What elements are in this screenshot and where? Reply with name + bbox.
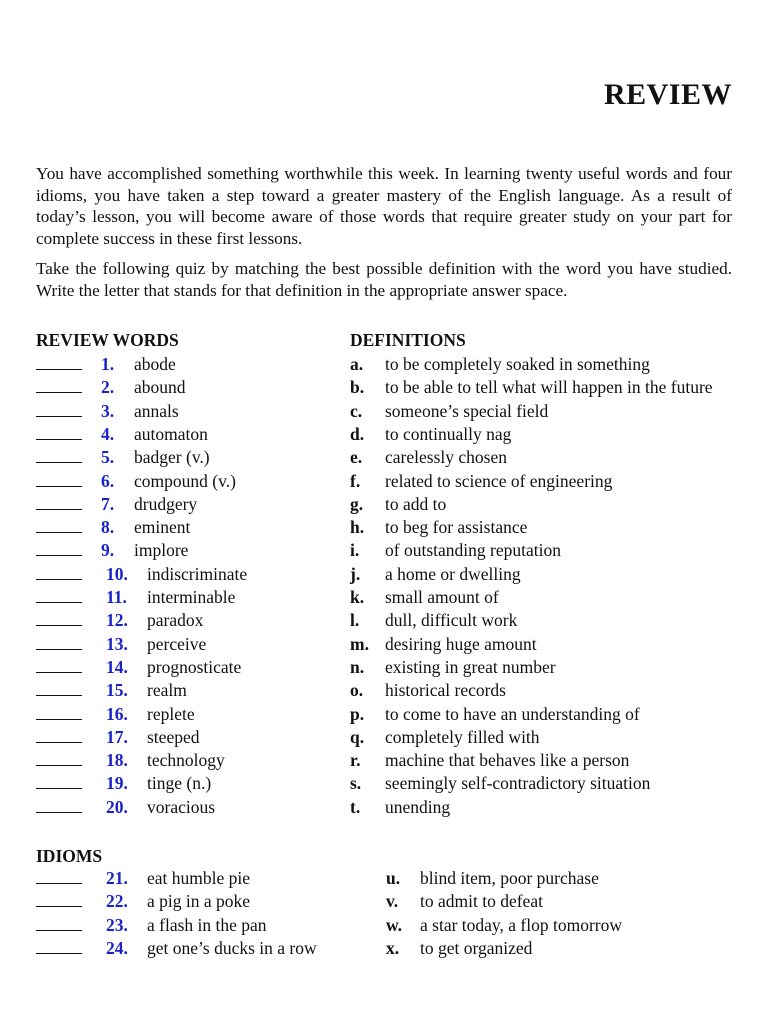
item-number: 4. <box>101 423 115 444</box>
list-item <box>0 609 768 632</box>
definition-letter: q. <box>350 726 365 747</box>
list-item <box>0 749 768 772</box>
definition-letter: l. <box>350 610 360 631</box>
idiom-phrase: a flash in the pan <box>147 914 267 935</box>
definition-letter: v. <box>386 891 399 912</box>
list-item <box>0 796 768 819</box>
definition-text: completely filled with <box>385 726 540 747</box>
definitions-heading: DEFINITIONS <box>350 330 466 350</box>
review-word: paradox <box>147 610 204 631</box>
definition-letter: e. <box>350 447 363 468</box>
review-word: badger (v.) <box>134 447 210 468</box>
item-number: 23. <box>106 914 128 935</box>
idiom-phrase: eat humble pie <box>147 868 251 888</box>
answer-blank[interactable] <box>36 416 82 417</box>
item-number: 5. <box>101 447 115 468</box>
review-word: voracious <box>147 796 216 817</box>
intro-paragraph-1: You have accomplished something worthwhile this week. In learning twenty useful words and four idioms, you have taken a step toward a greater mastery of the English language. As a result of today’s lesson, you will become aware of those words that require greater study on your part for complete success in these first lessons. <box>36 164 732 248</box>
definition-text: to continually nag <box>385 423 512 444</box>
definition-letter: w. <box>386 914 403 935</box>
item-number: 16. <box>106 703 128 724</box>
item-number: 22. <box>106 891 128 912</box>
review-word: abode <box>134 354 176 374</box>
item-number: 12. <box>106 610 128 631</box>
list-item <box>0 446 768 469</box>
intro-text <box>36 163 732 310</box>
list-item <box>0 679 768 702</box>
review-word: perceive <box>147 633 207 654</box>
review-word: indiscriminate <box>147 563 248 584</box>
review-word: realm <box>147 680 187 701</box>
definition-text: to be completely soaked in something <box>385 354 650 374</box>
definition-text: desiring huge amount <box>385 633 537 654</box>
list-item <box>0 563 768 586</box>
item-number: 13. <box>106 633 128 654</box>
definition-letter: d. <box>350 423 365 444</box>
definition-text: a home or dwelling <box>385 563 521 584</box>
answer-blank[interactable] <box>36 486 82 487</box>
item-number: 2. <box>101 377 115 398</box>
answer-blank[interactable] <box>36 509 82 510</box>
answer-blank[interactable] <box>36 625 82 626</box>
item-number: 7. <box>101 493 115 514</box>
review-word: technology <box>147 750 225 771</box>
item-number: 18. <box>106 750 128 771</box>
definition-text: existing in great number <box>385 656 556 677</box>
item-number: 11. <box>106 587 127 607</box>
idiom-phrase: a pig in a poke <box>147 891 251 912</box>
answer-blank[interactable] <box>36 719 82 720</box>
review-word: steeped <box>147 726 200 747</box>
definition-text: to beg for assistance <box>385 517 528 538</box>
definition-letter: i. <box>350 540 360 561</box>
answer-blank[interactable] <box>36 812 82 813</box>
answer-blank[interactable] <box>36 883 82 884</box>
list-item <box>0 586 768 609</box>
review-word: annals <box>134 400 179 421</box>
review-word: tinge (n.) <box>147 773 212 794</box>
intro-paragraph-2: Take the following quiz by matching the best possible definition with the word you have studied. Write the letter that stands for that definition in the appropriate answer space. <box>36 259 732 300</box>
review-word: interminable <box>147 587 236 607</box>
review-words-heading: REVIEW WORDS <box>36 330 179 350</box>
definition-text: seemingly self-contradictory situation <box>385 773 651 794</box>
list-item <box>0 703 768 726</box>
answer-blank[interactable] <box>36 649 82 650</box>
definition-text: to add to <box>385 493 447 514</box>
item-number: 24. <box>106 937 128 958</box>
answer-blank[interactable] <box>36 765 82 766</box>
definition-text: small amount of <box>385 587 499 607</box>
answer-blank[interactable] <box>36 555 82 556</box>
answer-blank[interactable] <box>36 439 82 440</box>
definition-letter: c. <box>350 400 363 421</box>
item-number: 10. <box>106 563 128 584</box>
page-title: REVIEW <box>603 78 732 111</box>
list-item <box>0 772 768 795</box>
list-item <box>0 423 768 446</box>
definition-letter: s. <box>350 773 362 794</box>
definition-text: to come to have an understanding of <box>385 703 640 724</box>
item-number: 20. <box>106 796 128 817</box>
list-item <box>0 493 768 516</box>
review-word: automaton <box>134 423 208 444</box>
definition-text: blind item, poor purchase <box>420 868 599 888</box>
definition-letter: h. <box>350 517 365 538</box>
definition-text: related to science of engineering <box>385 470 613 491</box>
answer-blank[interactable] <box>36 532 82 533</box>
definition-letter: b. <box>350 377 365 398</box>
answer-blank[interactable] <box>36 462 82 463</box>
item-number: 6. <box>101 470 115 491</box>
list-item <box>0 656 768 679</box>
review-word: prognosticate <box>147 656 242 677</box>
definition-letter: u. <box>386 868 401 888</box>
review-word: implore <box>134 540 189 561</box>
definition-text: to be able to tell what will happen in the future <box>385 377 713 398</box>
review-word: drudgery <box>134 493 198 514</box>
definition-letter: k. <box>350 587 365 607</box>
item-number: 21. <box>106 868 128 888</box>
review-word: eminent <box>134 517 191 538</box>
list-item <box>0 376 768 399</box>
answer-blank[interactable] <box>36 953 82 954</box>
definition-letter: t. <box>350 796 361 817</box>
definition-letter: n. <box>350 656 365 677</box>
answer-blank[interactable] <box>36 579 82 580</box>
list-item <box>0 539 768 562</box>
definition-letter: m. <box>350 633 369 654</box>
item-number: 9. <box>101 540 115 561</box>
review-word: abound <box>134 377 186 398</box>
item-number: 1. <box>101 354 115 374</box>
item-number: 8. <box>101 517 115 538</box>
definition-text: unending <box>385 796 451 817</box>
answer-blank[interactable] <box>36 369 82 370</box>
definition-text: dull, difficult work <box>385 610 518 631</box>
list-item <box>0 400 768 423</box>
answer-blank[interactable] <box>36 672 82 673</box>
definition-text: machine that behaves like a person <box>385 750 630 771</box>
definition-letter: f. <box>350 470 361 491</box>
review-word: compound (v.) <box>134 470 236 491</box>
list-item <box>0 470 768 493</box>
definition-text: of outstanding reputation <box>385 540 561 561</box>
definition-letter: o. <box>350 680 364 701</box>
answer-blank[interactable] <box>36 742 82 743</box>
definition-text: a star today, a flop tomorrow <box>420 914 623 935</box>
idiom-item <box>0 867 768 890</box>
list-item <box>0 726 768 749</box>
item-number: 17. <box>106 726 128 747</box>
definition-letter: r. <box>350 750 361 771</box>
idiom-phrase: get one’s ducks in a row <box>147 937 317 958</box>
definition-letter: x. <box>386 937 400 958</box>
answer-blank[interactable] <box>36 695 82 696</box>
definition-text: someone’s special field <box>385 400 549 421</box>
answer-blank[interactable] <box>36 930 82 931</box>
list-item <box>0 633 768 656</box>
definition-letter: p. <box>350 703 365 724</box>
item-number: 3. <box>101 400 115 421</box>
definition-letter: j. <box>350 563 361 584</box>
definition-text: historical records <box>385 680 506 701</box>
answer-blank[interactable] <box>36 602 82 603</box>
idiom-item <box>0 937 768 960</box>
item-number: 14. <box>106 656 128 677</box>
list-item <box>0 353 768 376</box>
definition-letter: a. <box>350 354 364 374</box>
item-number: 15. <box>106 680 128 701</box>
idiom-item <box>0 890 768 913</box>
definition-letter: g. <box>350 493 364 514</box>
review-word: replete <box>147 703 195 724</box>
definition-text: to get organized <box>420 937 533 958</box>
answer-blank[interactable] <box>36 906 82 907</box>
idioms-heading: IDIOMS <box>36 846 103 866</box>
item-number: 19. <box>106 773 128 794</box>
answer-blank[interactable] <box>36 392 82 393</box>
definition-text: carelessly chosen <box>385 447 507 468</box>
list-item <box>0 516 768 539</box>
answer-blank[interactable] <box>36 788 82 789</box>
definition-text: to admit to defeat <box>420 891 543 912</box>
idiom-item <box>0 914 768 937</box>
